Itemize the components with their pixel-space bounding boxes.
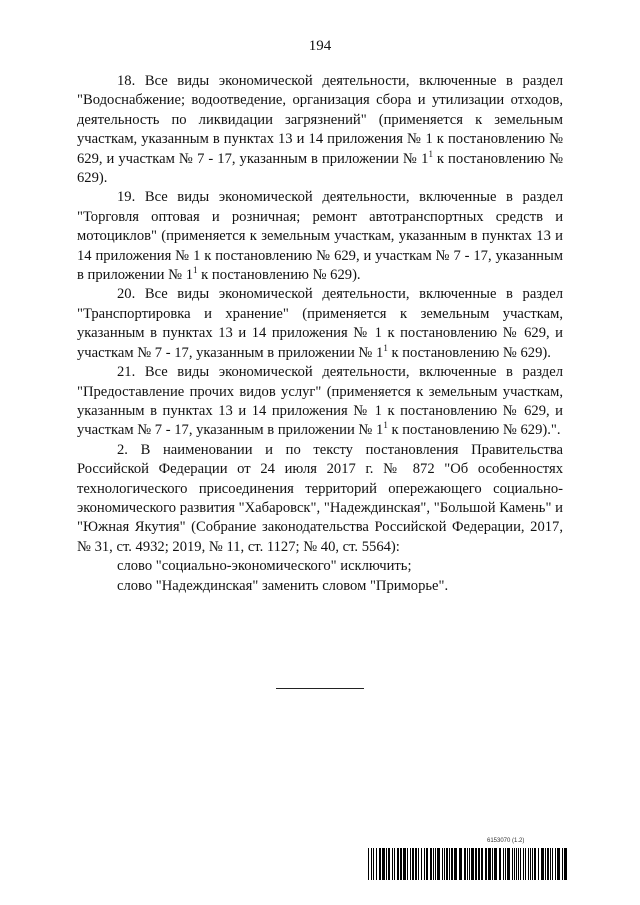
paragraph-text: слово "Надеждинская" заменить словом "Приморье". <box>117 577 449 594</box>
paragraph-item-21 <box>77 363 563 441</box>
paragraph-text-end: к постановлению № 629). <box>387 344 551 361</box>
superscript: 1 <box>193 265 198 276</box>
paragraph-item-19 <box>77 188 563 285</box>
document-body <box>77 72 563 596</box>
end-divider-line <box>276 688 364 689</box>
barcode-image <box>368 848 568 880</box>
barcode-number: 6153070 (1.2) <box>487 838 525 844</box>
paragraph-text-end: к постановлению № 629). <box>77 150 563 187</box>
paragraph-text-end: к постановлению № 629).". <box>387 422 561 439</box>
superscript: 1 <box>383 420 388 431</box>
paragraph-item-18 <box>77 72 563 188</box>
superscript: 1 <box>383 342 388 353</box>
paragraph-text: 2. В наименовании и по тексту постановления Правительства Российской Федерации от 24 июля 2017 г. № 872 "Об особенностях технологического присоединения территорий опережающего социально-экономического развития "Хабаровск", "Надеждинская", "Большой Камень" и "Южная Якутия" (Собрание законодательства Российской Федерации, 2017, № 31, ст. 4932; 2019, № 11, ст. 1127; № 40, ст. 5564): <box>77 441 563 555</box>
paragraph-text: 19. Все виды экономической деятельности, включенные в раздел "Торговля оптовая и розничная; ремонт автотранспортных средств и мотоциклов" (применяется к земельным участкам, указанным в пунктах 13 и 14 приложения № 1 к постановлению № 629, и участкам № 7 - 17, указанным в приложении № 1 <box>77 189 563 284</box>
paragraph-section-2 <box>77 441 563 557</box>
paragraph-text: 18. Все виды экономической деятельности, включенные в раздел "Водоснабжение; водоотведение, организация сбора и утилизации отходов, деятельность по ликвидации загрязнений" (применяется к земельным участкам, указанным в пунктах 13 и 14 приложения № 1 к постановлению № 629, и участкам № 7 - 17, указанным в приложении № 1 <box>77 73 563 167</box>
superscript: 1 <box>428 148 433 159</box>
paragraph-text: слово "социально-экономического" исключить; <box>117 558 412 575</box>
page-number: 194 <box>308 38 332 54</box>
paragraph-text: 20. Все виды экономической деятельности, включенные в раздел "Транспортировка и хранение" (применяется к земельным участкам, указанным в пунктах 13 и 14 приложения № 1 к постановлению № 629, и участкам № 7 - 17, указанным в приложении № 1 <box>77 286 563 361</box>
paragraph-clause-exclude <box>77 557 563 576</box>
paragraph-text: 21. Все виды экономической деятельности, включенные в раздел "Предоставление прочих видов услуг" (применяется к земельным участкам, указанным в пунктах 13 и 14 приложения № 1 к постановлению № 629, и участкам № 7 - 17, указанным в приложении № 1 <box>77 364 563 439</box>
paragraph-item-20 <box>77 285 563 363</box>
paragraph-text-end: к постановлению № 629). <box>197 267 361 284</box>
paragraph-clause-replace <box>77 577 563 596</box>
